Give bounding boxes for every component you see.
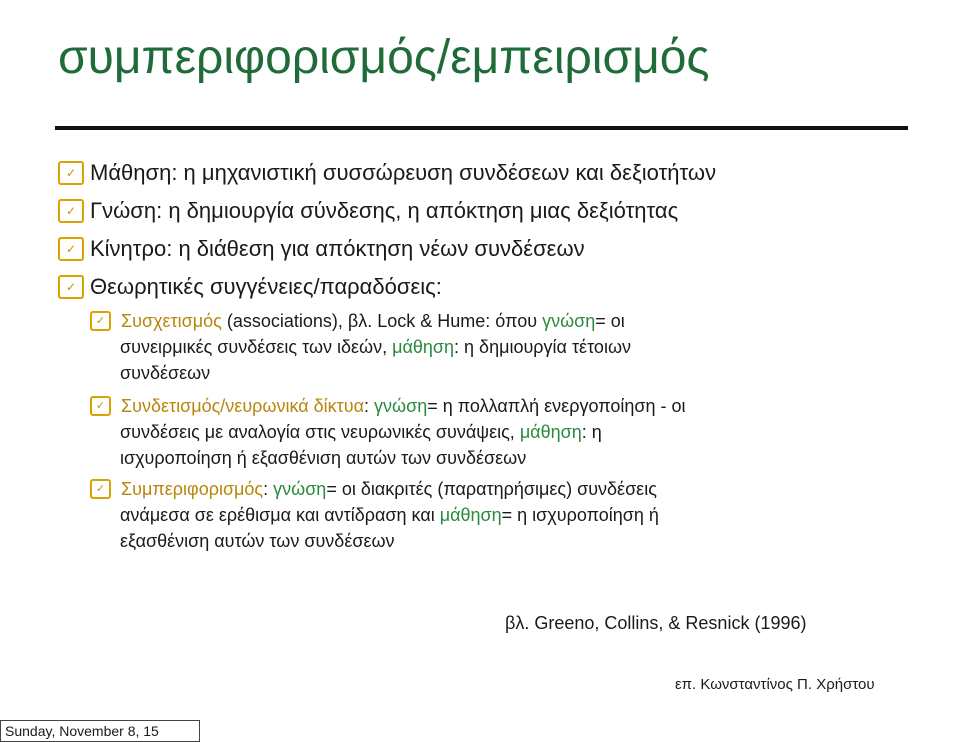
bullet-learning xyxy=(58,160,716,186)
author-credit: επ. Κωνσταντίνος Π. Χρήστου xyxy=(675,676,875,693)
keyword: μάθηση xyxy=(519,422,582,442)
checkbox-bullet-icon: ✓ xyxy=(90,396,111,416)
keyword: γνώση xyxy=(273,479,327,499)
title-divider xyxy=(55,126,908,130)
keyword: μάθηση xyxy=(439,505,502,525)
slide-title: συμπεριφορισμός/εμπειρισμός xyxy=(58,31,710,84)
bullet-theories xyxy=(58,274,442,300)
bullet-text: Θεωρητικές συγγένειες/παραδόσεις: xyxy=(90,274,442,299)
checkbox-bullet-icon: ✓ xyxy=(90,479,111,499)
checkbox-bullet-icon: ✓ xyxy=(58,199,84,223)
sub-bullet-behaviorism: ✓ Συμπεριφορισμός: γνώση= οι διακριτές (παρατηρήσιμες) συνδέσεις ανάμεσα σε ερέθισμα και αντίδραση και μάθηση= η ισχυροποίηση ή εξασθένιση αυτών των συνδέσεων xyxy=(90,476,880,554)
bullet-text: Μάθηση: η μηχανιστική συσσώρευση συνδέσεων και δεξιοτήτων xyxy=(90,160,717,185)
keyword: γνώση xyxy=(374,396,428,416)
sub-bullet-associationism: ✓ Συσχετισμός (associations), βλ. Lock & Hume: όπου γνώση= οι συνειρμικές συνδέσεις των ιδεών, μάθηση: η δημιουργία τέτοιων συνδέσεων xyxy=(90,308,880,386)
checkbox-bullet-icon: ✓ xyxy=(58,161,84,185)
term: Συμπεριφορισμός xyxy=(121,479,264,499)
keyword: μάθηση xyxy=(392,337,455,357)
checkbox-bullet-icon: ✓ xyxy=(58,237,84,261)
bullet-motivation xyxy=(58,236,585,262)
citation: βλ. Greeno, Collins, & Resnick (1996) xyxy=(505,613,807,633)
checkbox-bullet-icon: ✓ xyxy=(58,275,84,299)
keyword: γνώση xyxy=(542,311,596,331)
sub-bullet-connectionism: ✓ Συνδετισμός/νευρωνικά δίκτυα: γνώση= η πολλαπλή ενεργοποίηση - οι συνδέσεις με αναλογία στις νευρωνικές συνάψεις, μάθηση: η ισχυροποίηση ή εξασθένιση αυτών των συνδέσεων xyxy=(90,393,880,471)
date-stamp: Sunday, November 8, 15 xyxy=(0,720,200,742)
bullet-text: Κίνητρο: η διάθεση για απόκτηση νέων συνδέσεων xyxy=(90,236,585,261)
term: Συσχετισμός xyxy=(121,311,222,331)
bullet-text: Γνώση: η δημιουργία σύνδεσης, η απόκτηση μιας δεξιότητας xyxy=(90,198,679,223)
bullet-knowledge xyxy=(58,198,678,224)
term: Συνδετισμός/νευρωνικά δίκτυα xyxy=(121,396,365,416)
checkbox-bullet-icon: ✓ xyxy=(90,311,111,331)
